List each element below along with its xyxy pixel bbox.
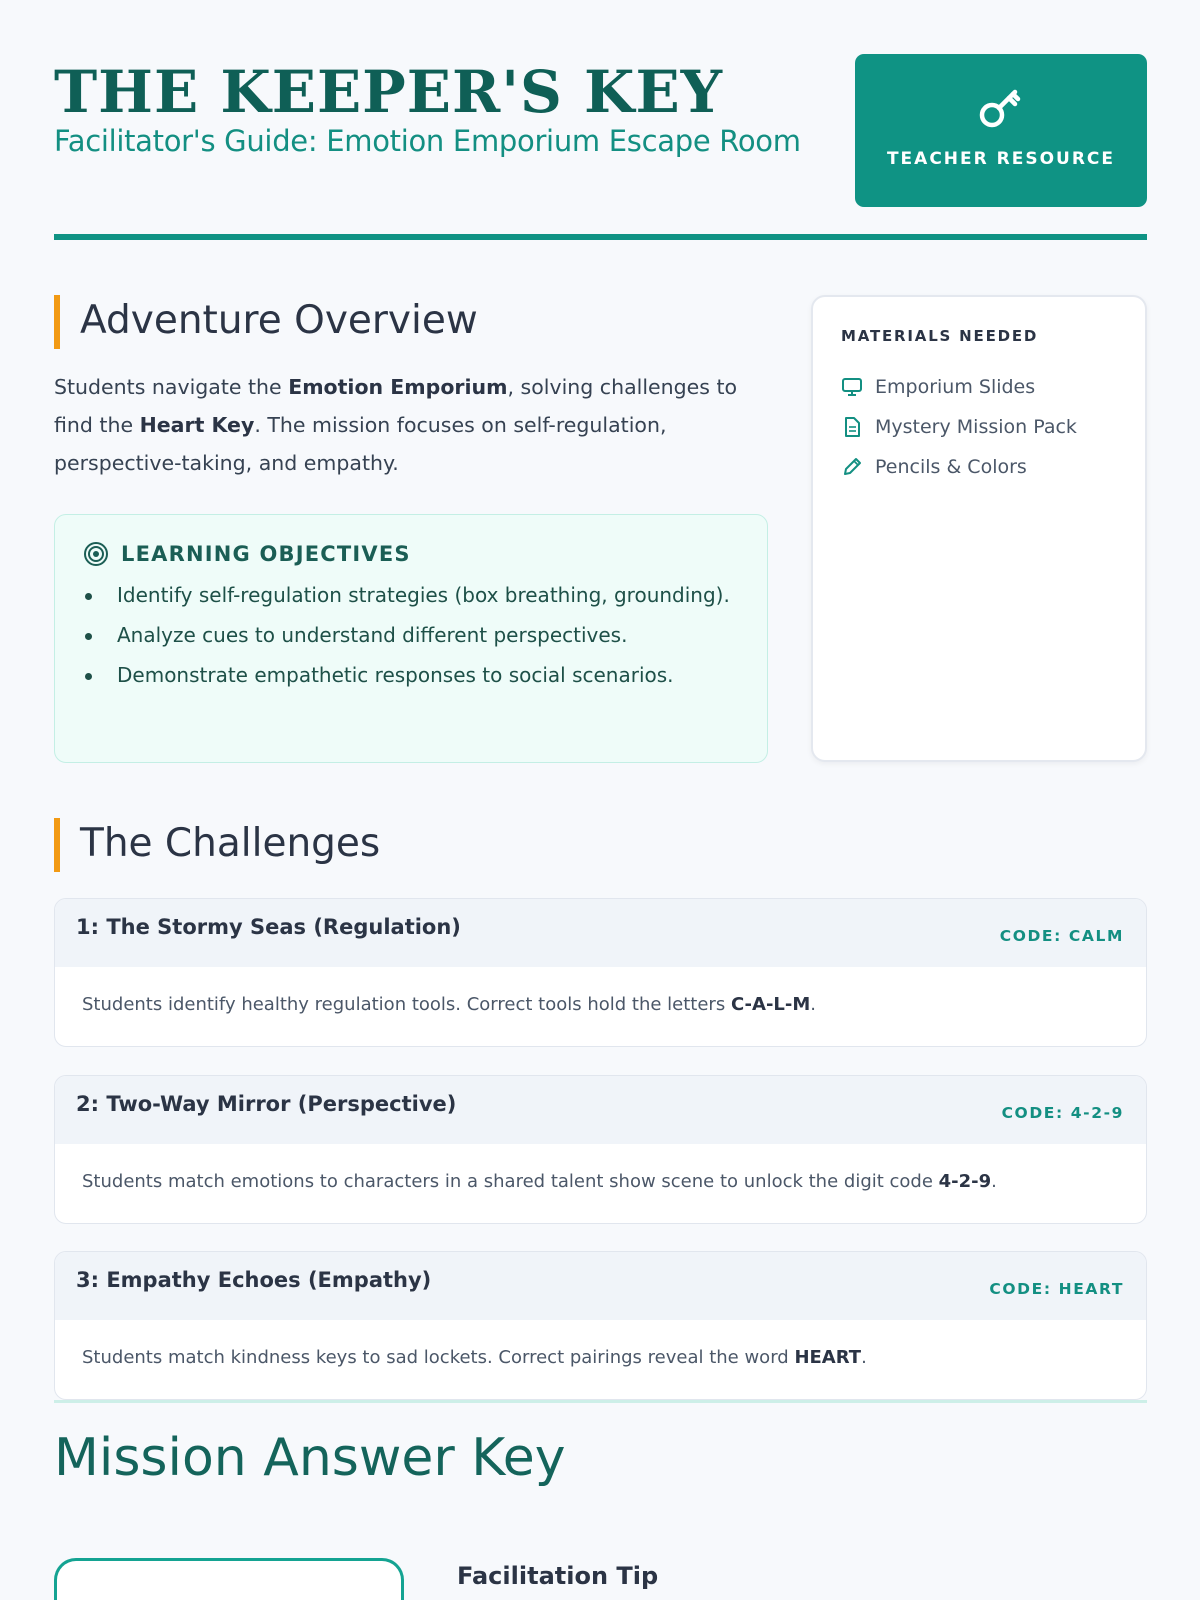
challenge-code: CODE: CALM [999, 927, 1124, 945]
challenge-text: Students match emotions to characters in a shared talent show scene to unlock the digit code [82, 1171, 939, 1192]
challenge-text-end: . [810, 994, 817, 1015]
challenge-card [54, 898, 1147, 1047]
guide-page [54, 0, 1147, 1590]
challenge-code: CODE: 4-2-9 [1001, 1104, 1124, 1122]
objective-item: Identify self-regulation strategies (box breathing, grounding). [83, 579, 739, 612]
overview-text [54, 368, 754, 482]
overview-emphasis: Emotion Emporium [288, 375, 508, 399]
overview-text-part: , solving challenges to find the [54, 375, 738, 437]
challenge-card [54, 1251, 1147, 1400]
badge-label: TEACHER RESOURCE [886, 149, 1116, 169]
challenge-text: Students identify healthy regulation tools. Correct tools hold the letters [82, 994, 731, 1015]
materials-card [811, 295, 1147, 762]
page-subtitle: Facilitator's Guide: Emotion Emporium Escape Room [54, 124, 801, 158]
challenge-title: 1: The Stormy Seas (Regulation) [76, 915, 461, 939]
challenge-card [54, 1075, 1147, 1224]
challenge-text: Students match kindness keys to sad lockets. Correct pairings reveal the word [82, 1347, 795, 1368]
answer-key-card [54, 1558, 404, 1600]
challenge-answer: 4-2-9 [938, 1171, 992, 1192]
challenge-title: 2: Two-Way Mirror (Perspective) [76, 1092, 457, 1116]
challenges-heading: The Challenges [54, 818, 380, 872]
material-label: Mystery Mission Pack [875, 416, 1077, 438]
challenge-description [82, 1347, 867, 1368]
overview-text-part: . The mission focuses on self-regulation, perspective-taking, and empathy. [54, 413, 667, 475]
document-icon [841, 416, 863, 438]
answer-key-divider [54, 1400, 1147, 1403]
facilitation-tip-title: Facilitation Tip [457, 1562, 659, 1590]
challenge-description [82, 994, 816, 1015]
objectives-list [83, 579, 739, 692]
answer-key-heading: Mission Answer Key [54, 1428, 566, 1488]
overview-text-part: Students navigate the [54, 375, 289, 399]
objective-item: Analyze cues to understand different perspectives. [83, 619, 739, 652]
challenge-answer: C-A-L-M [730, 994, 811, 1015]
teacher-resource-badge [855, 54, 1147, 207]
material-label: Pencils & Colors [875, 456, 1027, 478]
pencil-icon [841, 456, 863, 478]
header-divider [54, 234, 1147, 240]
challenge-description [82, 1171, 997, 1192]
objective-item: Demonstrate empathetic responses to social scenarios. [83, 659, 739, 692]
page-title: THE KEEPER'S KEY [54, 58, 724, 126]
challenge-text-end: . [861, 1347, 867, 1368]
material-item [841, 447, 1117, 487]
target-icon [83, 541, 109, 567]
overview-emphasis: Heart Key [139, 413, 255, 437]
learning-objectives-box [54, 514, 768, 763]
challenge-text-end: . [991, 1171, 997, 1192]
material-item [841, 367, 1117, 407]
materials-title: MATERIALS NEEDED [841, 327, 1039, 345]
overview-heading: Adventure Overview [54, 295, 478, 349]
monitor-icon [841, 377, 863, 397]
material-label: Emporium Slides [875, 376, 1036, 398]
challenge-title: 3: Empathy Echoes (Empathy) [76, 1268, 432, 1292]
challenge-answer: HEART [794, 1347, 862, 1368]
header [54, 0, 1147, 240]
objectives-title: LEARNING OBJECTIVES [121, 542, 411, 566]
key-icon [975, 81, 1027, 133]
material-item [841, 407, 1117, 447]
challenge-code: CODE: HEART [989, 1280, 1124, 1298]
